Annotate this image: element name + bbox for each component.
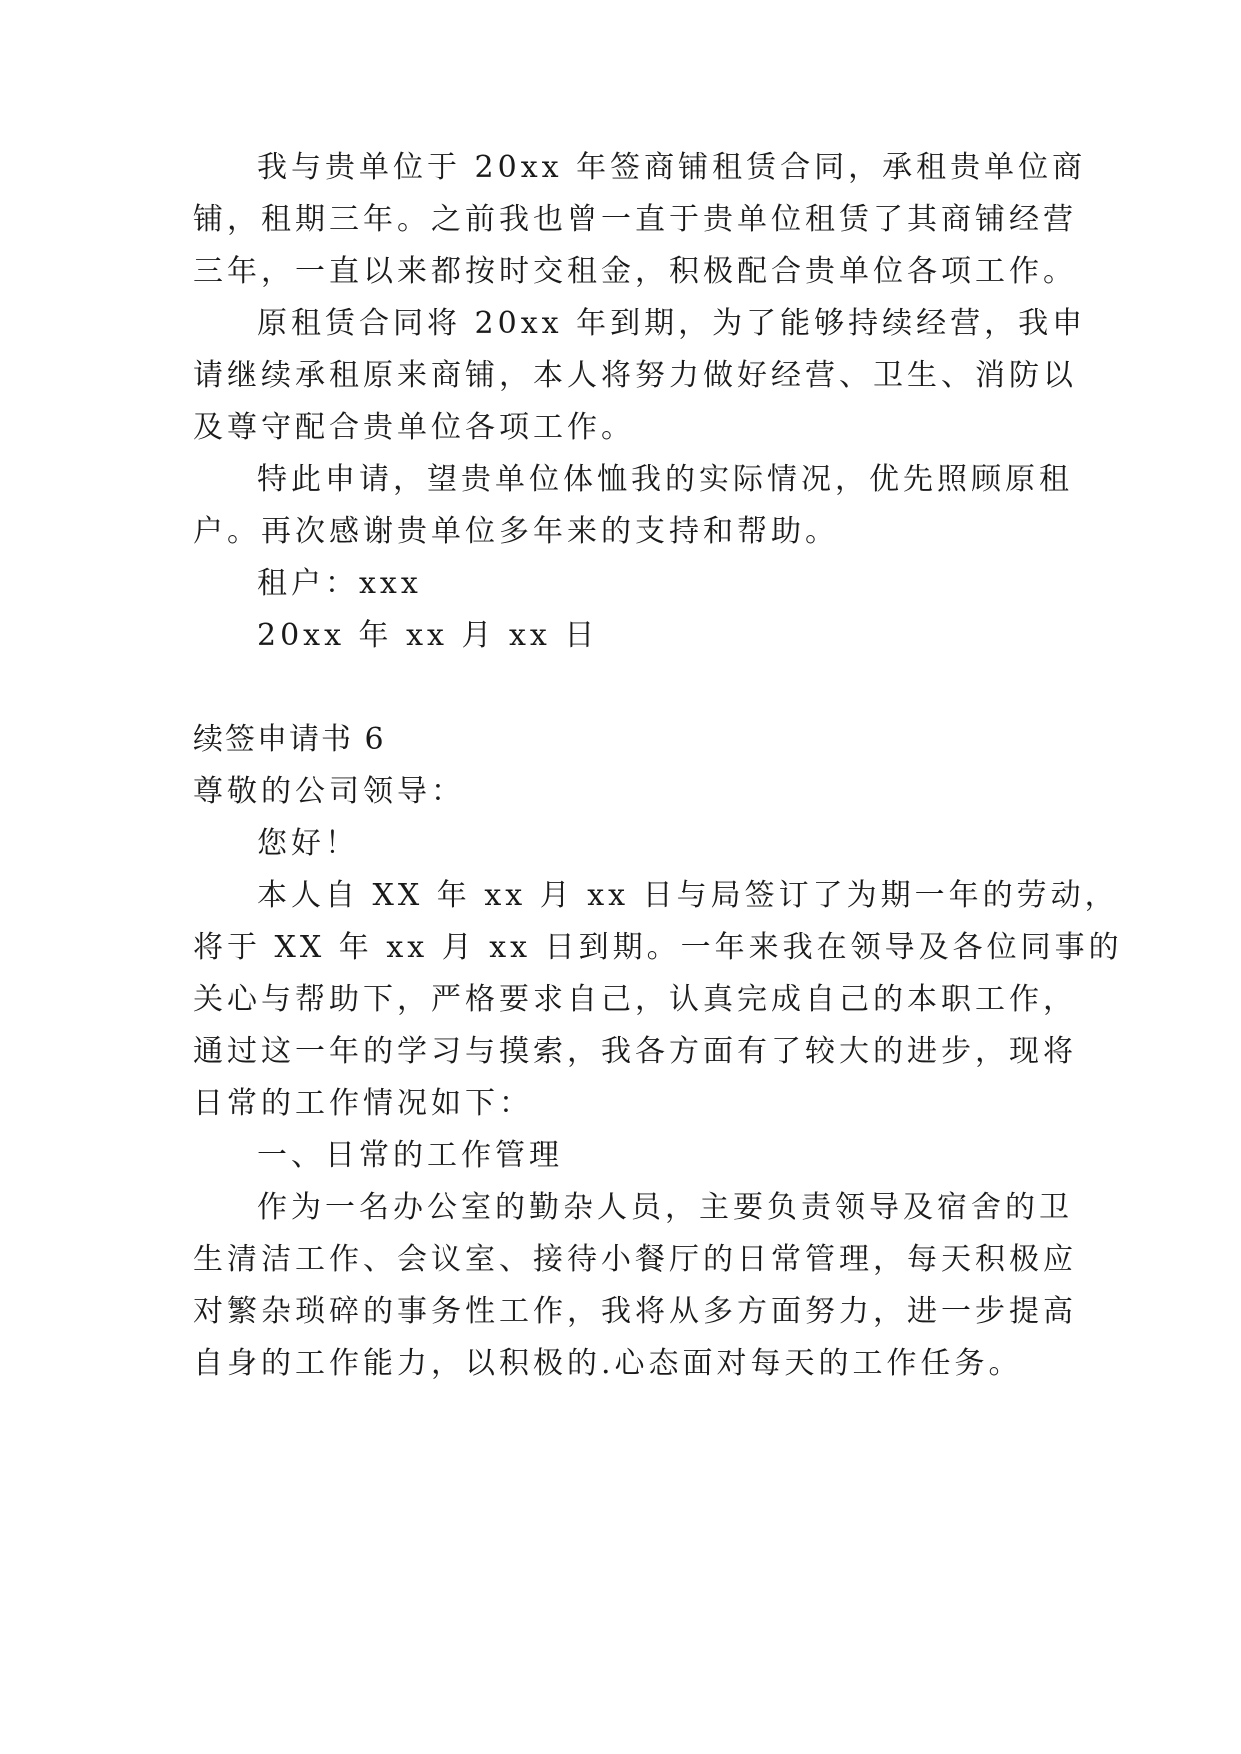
section-title: 续签申请书 6	[193, 722, 386, 757]
paragraph-line: 及尊守配合贵单位各项工作。	[193, 410, 635, 445]
paragraph-line: 本人自 XX 年 xx 月 xx 日与局签订了为期一年的劳动，	[257, 878, 1119, 913]
paragraph-line: 我与贵单位于 20xx 年签商铺租赁合同，承租贵单位商	[257, 150, 1087, 185]
paragraph-line: 将于 XX 年 xx 月 xx 日到期。一年来我在领导及各位同事的	[193, 930, 1123, 965]
salutation: 尊敬的公司领导：	[193, 774, 465, 809]
paragraph-line: 日常的工作情况如下：	[193, 1086, 533, 1121]
subheading: 一、日常的工作管理	[257, 1138, 563, 1173]
paragraph-line: 关心与帮助下，严格要求自己，认真完成自己的本职工作，	[193, 982, 1077, 1017]
greeting: 您好！	[257, 826, 359, 861]
paragraph-line: 自身的工作能力，以积极的.心态面对每天的工作任务。	[193, 1346, 1023, 1381]
paragraph-line: 特此申请，望贵单位体恤我的实际情况，优先照顾原租	[257, 462, 1073, 497]
paragraph-line: 通过这一年的学习与摸索，我各方面有了较大的进步，现将	[193, 1034, 1077, 1069]
paragraph-line: 对繁杂琐碎的事务性工作，我将从多方面努力，进一步提高	[193, 1294, 1077, 1329]
paragraph-line: 原租赁合同将 20xx 年到期，为了能够持续经营，我申	[257, 306, 1087, 341]
paragraph-line: 请继续承租原来商铺，本人将努力做好经营、卫生、消防以	[193, 358, 1077, 393]
date-line: 20xx 年 xx 月 xx 日	[257, 618, 599, 653]
paragraph-line: 铺，租期三年。之前我也曾一直于贵单位租赁了其商铺经营	[193, 202, 1077, 237]
signature-line: 租户：xxx	[257, 566, 422, 601]
paragraph-line: 三年，一直以来都按时交租金，积极配合贵单位各项工作。	[193, 254, 1077, 289]
paragraph-line: 户。再次感谢贵单位多年来的支持和帮助。	[193, 514, 839, 549]
paragraph-line: 生清洁工作、会议室、接待小餐厅的日常管理，每天积极应	[193, 1242, 1077, 1277]
paragraph-line: 作为一名办公室的勤杂人员，主要负责领导及宿舍的卫	[257, 1190, 1073, 1225]
